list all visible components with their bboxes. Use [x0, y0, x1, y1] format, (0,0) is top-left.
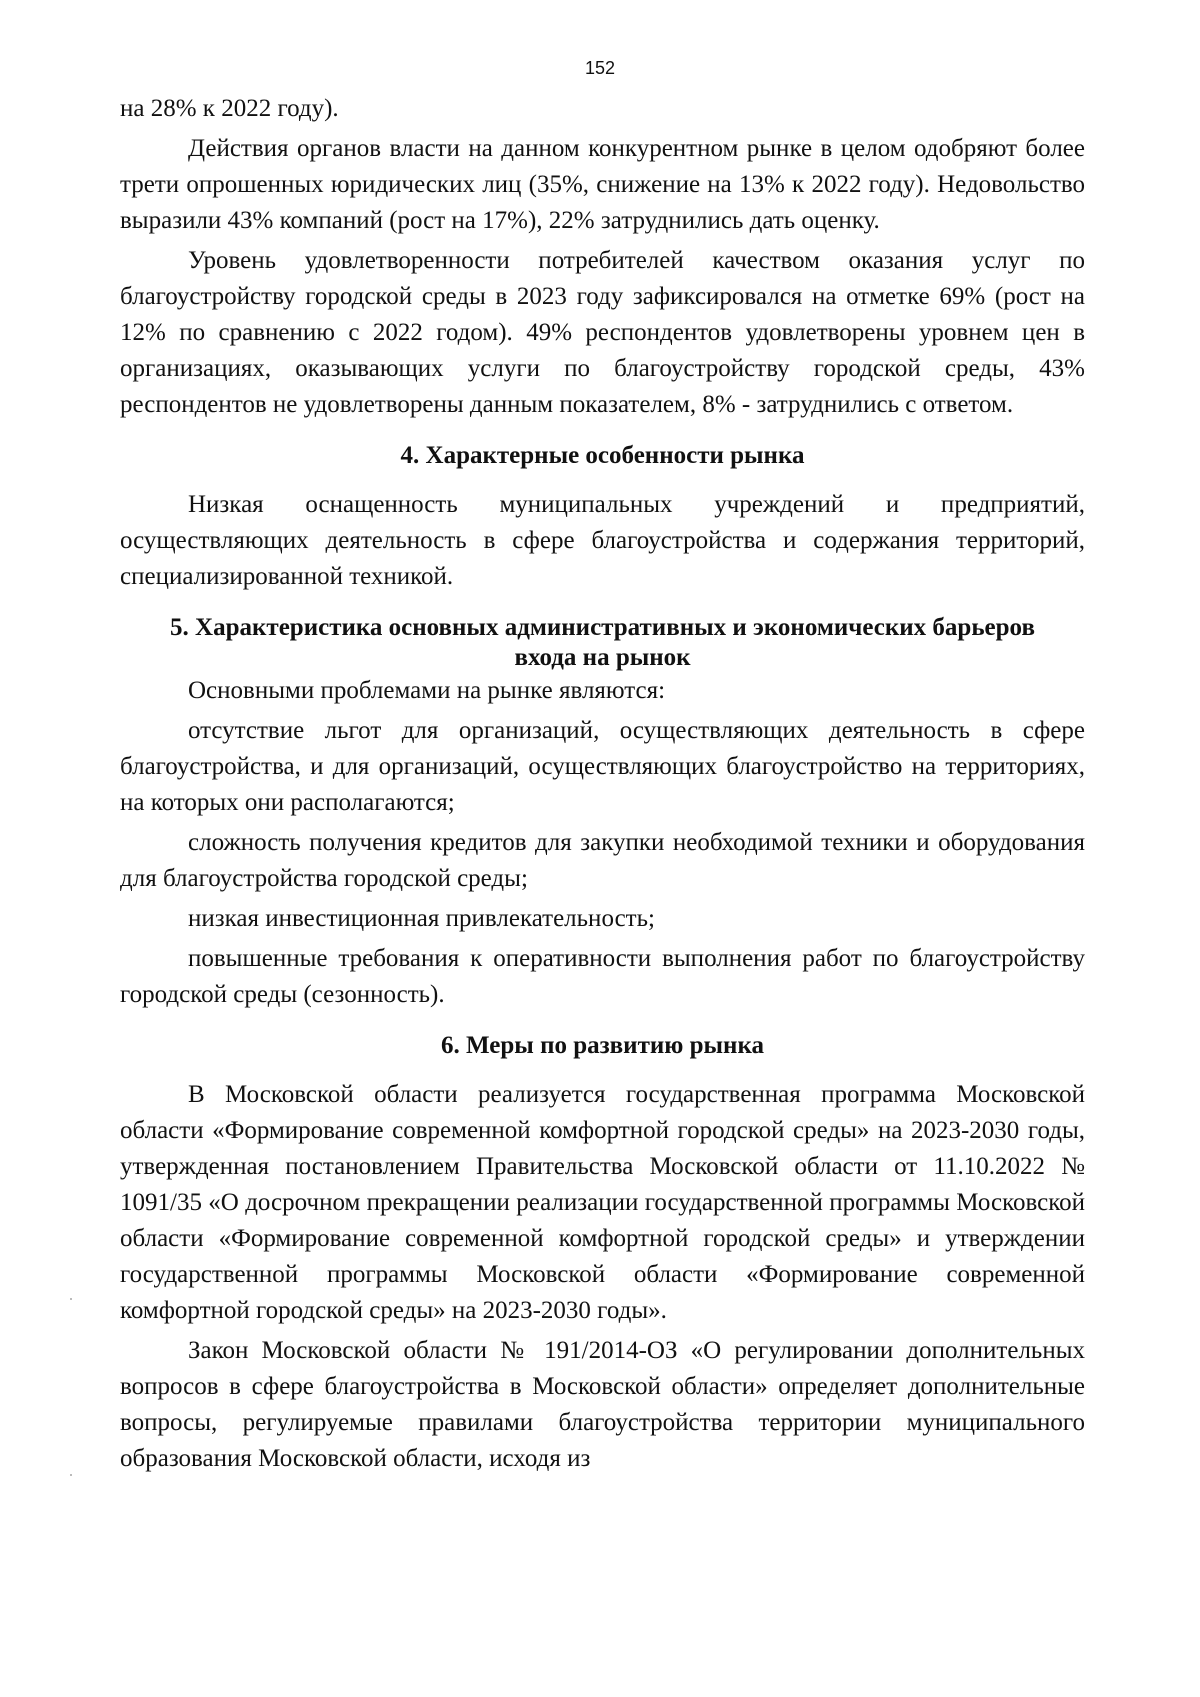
list-item: повышенные требования к оперативности выполнения работ по благоустройству городской среды (сезонность). — [120, 945, 1085, 1008]
list-item: низкая инвестиционная привлекательность; — [188, 905, 655, 932]
paragraph: Низкая оснащенность муниципальных учреждений и предприятий, осуществляющих деятельность в сфере благоустройства и содержания территорий, специализированной техникой. — [120, 491, 1085, 590]
section-heading: 4. Характерные особенности рынка — [400, 442, 805, 469]
section-heading-line1: 5. Характеристика основных административных и экономических барьеров — [170, 614, 1035, 641]
paragraph: Действия органов власти на данном конкурентном рынке в целом одобряют более трети опрошенных юридических лиц (35%, снижение на 13% к 2022 году). Недовольство выразили 43% компаний (рост на 17%), 22% затруднились дать оценку. — [120, 135, 1085, 234]
list-item: отсутствие льгот для организаций, осуществляющих деятельность в сфере благоустройства, и для организаций, осуществляющих благоустройство на территориях, на которых они располагаются; — [120, 717, 1085, 816]
paragraph: В Московской области реализуется государственная программа Московской области «Формирование современной комфортной городской среды» на 2023-2030 годы, утвержденная постановлением Правительства Московской области от 11.10.2022 № 1091/35 «О досрочном прекращении реализации государственной программы Московской области «Формирование современной комфортной городской среды» и утверждении государственной программы Московской области «Формирование современной комфортной городской среды» на 2023-2030 годы». — [120, 1081, 1085, 1324]
paragraph: Основными проблемами на рынке являются: — [188, 677, 666, 704]
section-heading: 6. Меры по развитию рынка — [441, 1032, 764, 1059]
document-body — [120, 91, 1085, 1477]
section-heading-line2: входа на рынок — [514, 644, 691, 671]
list-item: сложность получения кредитов для закупки необходимой техники и оборудования для благоустройства городской среды; — [120, 829, 1085, 892]
paragraph: Уровень удовлетворенности потребителей качеством оказания услуг по благоустройству городской среды в 2023 году зафиксировался на отметке 69% (рост на 12% по сравнению с 2022 годом). 49% респондентов удовлетворены уровнем цен в организациях, оказывающих услуги по благоустройству городской среды, 43% респондентов не удовлетворены данным показателем, 8% - затруднились с ответом. — [120, 247, 1085, 418]
paragraph: Закон Московской области № 191/2014-ОЗ «О регулировании дополнительных вопросов в сфере благоустройства в Московской области» определяет дополнительные вопросы, регулируемые правилами благоустройства территории муниципального образования Московской области, исходя из — [120, 1337, 1085, 1472]
scan-mark — [70, 1298, 72, 1300]
paragraph: на 28% к 2022 году). — [120, 95, 339, 122]
scan-mark — [70, 1474, 72, 1476]
page-number: 152 — [584, 58, 616, 78]
